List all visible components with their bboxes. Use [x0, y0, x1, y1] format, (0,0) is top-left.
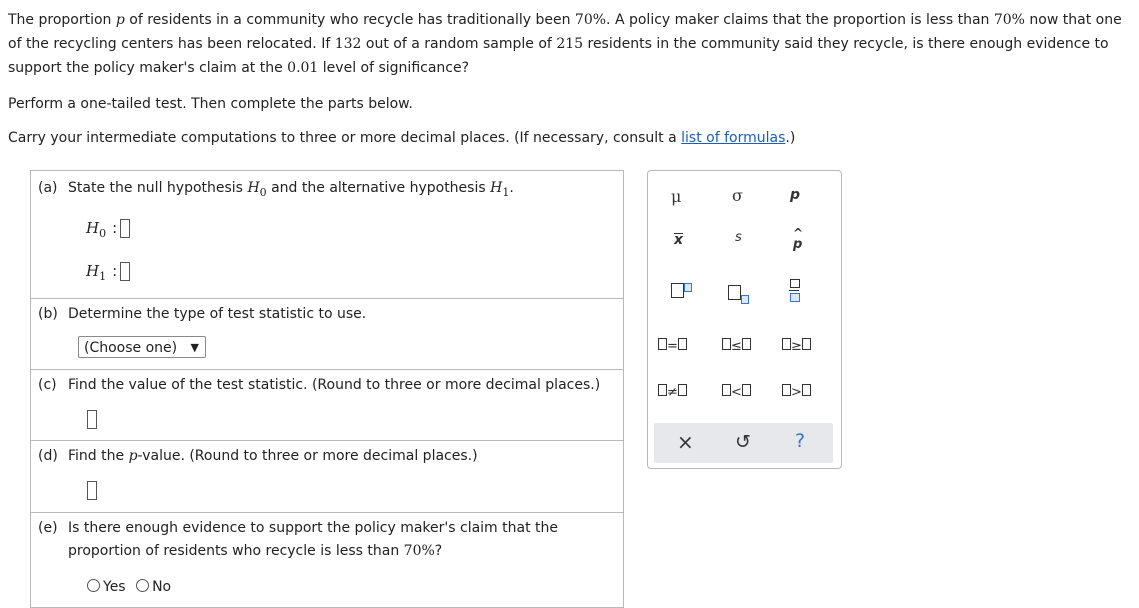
undo-icon[interactable]: ↺ [735, 431, 751, 453]
h0-row [86, 219, 130, 240]
ge-symbol: ≥ [791, 339, 802, 354]
ne-symbol: ≠ [667, 385, 678, 400]
less-than-button[interactable] [722, 384, 751, 400]
fraction-button[interactable] [790, 279, 800, 302]
p-value-input[interactable] [87, 481, 97, 500]
part-a-text-1: State the null hypothesis [68, 180, 248, 196]
h1-letter: H [86, 262, 100, 280]
h1-input[interactable] [120, 262, 130, 281]
h1-sub: 1 [99, 270, 107, 283]
part-b-label: (b) [38, 306, 58, 322]
problem-text: of residents in a community who recycle has traditionally been [124, 12, 575, 28]
mu-button[interactable]: μ [671, 187, 682, 206]
part-c-text: Find the value of the test statistic. (Round to three or more decimal places.) [68, 377, 601, 393]
h0-symbol [247, 180, 267, 199]
problem-text: level of significance? [318, 60, 470, 76]
h0-letter: H [86, 219, 100, 237]
part-c [31, 370, 623, 441]
phat-button[interactable]: ^ p [793, 226, 804, 252]
question-mark: ? [434, 543, 443, 559]
p-button[interactable]: p [790, 187, 801, 203]
part-a-label: (a) [38, 180, 58, 196]
problem-statement [8, 8, 1134, 80]
part-e-line1: Is there enough evidence to support the policy maker's claim that the [68, 520, 558, 536]
gt-symbol: > [791, 385, 802, 400]
part-a-text [68, 180, 514, 199]
part-d-text [68, 448, 478, 464]
answer-parts [30, 170, 624, 608]
superscript-button[interactable] [671, 283, 692, 302]
yes-radio[interactable] [87, 579, 100, 592]
problem-text: The proportion [8, 12, 116, 28]
part-e [31, 513, 623, 608]
no-label: No [152, 579, 172, 595]
part-a [31, 171, 623, 299]
sigma-button[interactable]: σ [732, 186, 743, 205]
value-70: 70% [403, 543, 435, 559]
yes-label: Yes [103, 579, 126, 595]
greater-equal-button[interactable] [782, 338, 811, 354]
problem-text: . A policy maker claims that the proportion is less than [606, 12, 994, 28]
value-215: 215 [556, 36, 584, 52]
value-70: 70% [993, 12, 1025, 28]
dropdown-arrow-icon: ▼ [190, 341, 199, 354]
no-radio[interactable] [136, 579, 149, 592]
subscript-button[interactable] [728, 285, 749, 304]
problem-text: out of a random sample of [361, 36, 557, 52]
problem-text: residents in the community said they recycle, is there enough evidence to [583, 36, 1109, 52]
value-132: 132 [334, 36, 362, 52]
h0-sub: 0 [259, 185, 267, 199]
part-e-text: proportion of residents who recycle is less than [68, 543, 404, 559]
h1-row [86, 262, 130, 283]
h1-symbol [490, 180, 510, 199]
h0-input[interactable] [120, 219, 130, 238]
h0-colon: : [112, 219, 118, 237]
part-b [31, 299, 623, 370]
help-icon[interactable]: ? [795, 430, 806, 452]
value-alpha: 0.01 [287, 60, 319, 76]
part-d-text-1: Find the [68, 448, 129, 464]
xbar-button[interactable]: x [674, 232, 684, 248]
greater-than-button[interactable] [782, 384, 811, 400]
formulas-link[interactable]: list of formulas [681, 130, 786, 146]
h0-symbol [86, 219, 107, 240]
value-70: 70% [574, 12, 607, 28]
less-equal-button[interactable] [722, 338, 751, 354]
instruction-text: .) [785, 130, 796, 146]
test-statistic-input[interactable] [87, 410, 97, 429]
h0-sub: 0 [99, 227, 107, 240]
part-d [31, 441, 623, 513]
part-c-label: (c) [38, 377, 57, 393]
instruction-text: Carry your intermediate computations to three or more decimal places. (If necessary, consult a [8, 130, 682, 146]
clear-icon[interactable]: × [677, 430, 694, 454]
math-palette [647, 170, 842, 469]
yes-option[interactable] [87, 579, 126, 595]
le-symbol: ≤ [731, 339, 742, 354]
h1-letter: H [490, 180, 503, 196]
instruction-carry [8, 127, 795, 149]
equals-button[interactable] [658, 338, 687, 354]
eq-symbol: = [667, 339, 678, 354]
test-statistic-select[interactable] [78, 336, 206, 358]
problem-text: now that one [1024, 12, 1122, 28]
phat-letter: p [793, 237, 803, 252]
part-e-label: (e) [38, 520, 58, 536]
no-option[interactable] [136, 579, 171, 595]
var-p: p [115, 12, 125, 28]
h1-sub: 1 [502, 185, 510, 199]
h1-colon: : [112, 262, 118, 280]
problem-text: support the policy maker's claim at the [8, 60, 288, 76]
h0-letter: H [247, 180, 260, 196]
instruction-one-tailed: Perform a one-tailed test. Then complete the parts below. [8, 96, 413, 112]
part-e-line2 [68, 543, 442, 559]
part-d-text-2: -value. (Round to three or more decimal places.) [137, 448, 478, 464]
var-p: p [128, 448, 138, 464]
palette-action-tray [654, 423, 833, 463]
part-d-label: (d) [38, 448, 58, 464]
not-equal-button[interactable] [658, 384, 687, 400]
problem-text: of the recycling centers has been relocated. If [8, 36, 335, 52]
lt-symbol: < [731, 385, 742, 400]
h1-symbol [86, 262, 107, 283]
part-a-text-2: and the alternative hypothesis [266, 180, 491, 196]
s-button[interactable]: s [735, 230, 742, 245]
yes-no-options [87, 579, 171, 595]
part-a-period: . [509, 180, 514, 196]
select-value: (Choose one) [84, 340, 178, 356]
part-b-text: Determine the type of test statistic to use. [68, 306, 367, 322]
